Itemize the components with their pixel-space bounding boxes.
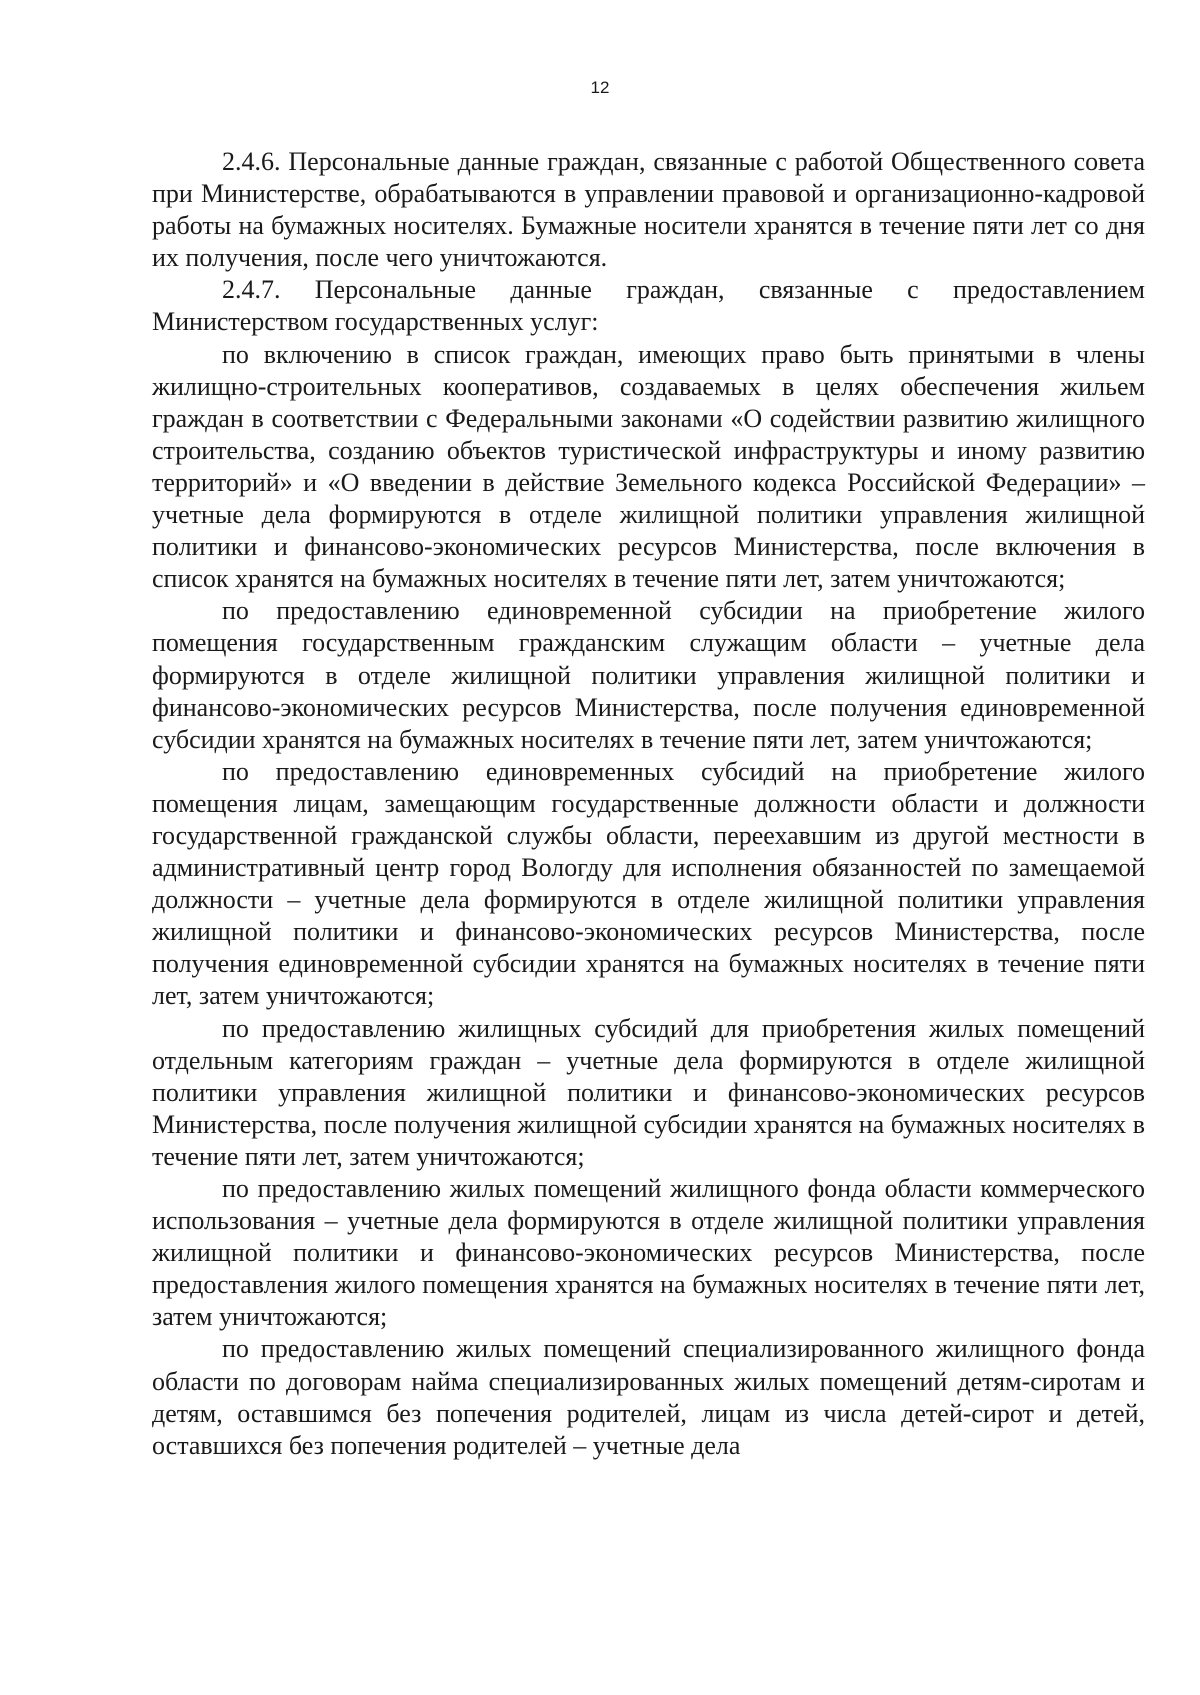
page-number: 12 [590, 78, 610, 97]
paragraph-orphans-housing: по предоставлению жилых помещений специализированного жилищного фонда области по договорам найма специализированных жилых помещений детям-сиротам и детям, оставшимся без попечения родителей, лицам из числа детей-сирот и детей, оставшихся без попечения родителей – учетные дела [152, 1334, 1145, 1460]
paragraph-housing-subsidies: по предоставлению жилищных субсидий для приобретения жилых помещений отдельным категориям граждан – учетные дела формируются в отделе жилищной политики управления жилищной политики и финансово-экономических ресурсов Министерства, после получения жилищной субсидии хранятся на бумажных носителях в течение пяти лет, затем уничтожаются; [152, 1013, 1145, 1171]
paragraph-relocated-officials-subsidy: по предоставлению единовременных субсидий на приобретение жилого помещения лицам, замещающим государственные должности области и должности государственной гражданской службы области, переехавшим из другой местности в административный центр город Вологду для исполнения обязанностей по замещаемой должности – учетные дела формируются в отделе жилищной политики управления жилищной политики и финансово-экономических ресурсов Министерства, после получения единовременной субсидии хранятся на бумажных носителях в течение пяти лет, затем уничтожаются; [152, 756, 1145, 1011]
paragraph-civil-servants-subsidy: по предоставлению единовременной субсидии на приобретение жилого помещения государственным гражданским служащим области – учетные дела формируются в отделе жилищной политики управления жилищной политики и финансово-экономических ресурсов Министерства, после получения единовременной субсидии хранятся на бумажных носителях в течение пяти лет, затем уничтожаются; [152, 596, 1145, 754]
paragraph-housing-cooperatives: по включению в список граждан, имеющих право быть принятыми в члены жилищно-строительных кооперативов, создаваемых в целях обеспечения жильем граждан в соответствии с Федеральными законами «О содействии развитию жилищного строительства, созданию объектов туристической инфраструктуры и иному развитию территорий» и «О введении в действие Земельного кодекса Российской Федерации» – учетные дела формируются в отделе жилищной политики управления жилищной политики и финансово-экономических ресурсов Министерства, после включения в список хранятся на бумажных носителях в течение пяти лет, затем уничтожаются; [152, 339, 1145, 594]
paragraph-2-4-7: 2.4.7. Персональные данные граждан, связанные с предоставлением Министерством государственных услуг: [152, 275, 1145, 337]
document-body [152, 146, 1145, 1462]
paragraph-commercial-housing: по предоставлению жилых помещений жилищного фонда области коммерческого использования – учетные дела формируются в отделе жилищной политики управления жилищной политики и финансово-экономических ресурсов Министерства, после предоставления жилого помещения хранятся на бумажных носителях в течение пяти лет, затем уничтожаются; [152, 1174, 1145, 1332]
paragraph-2-4-6: 2.4.6. Персональные данные граждан, связанные с работой Общественного совета при Министерстве, обрабатываются в управлении правовой и организационно-кадровой работы на бумажных носителях. Бумажные носители хранятся в течение пяти лет со дня их получения, после чего уничтожаются. [152, 147, 1145, 273]
